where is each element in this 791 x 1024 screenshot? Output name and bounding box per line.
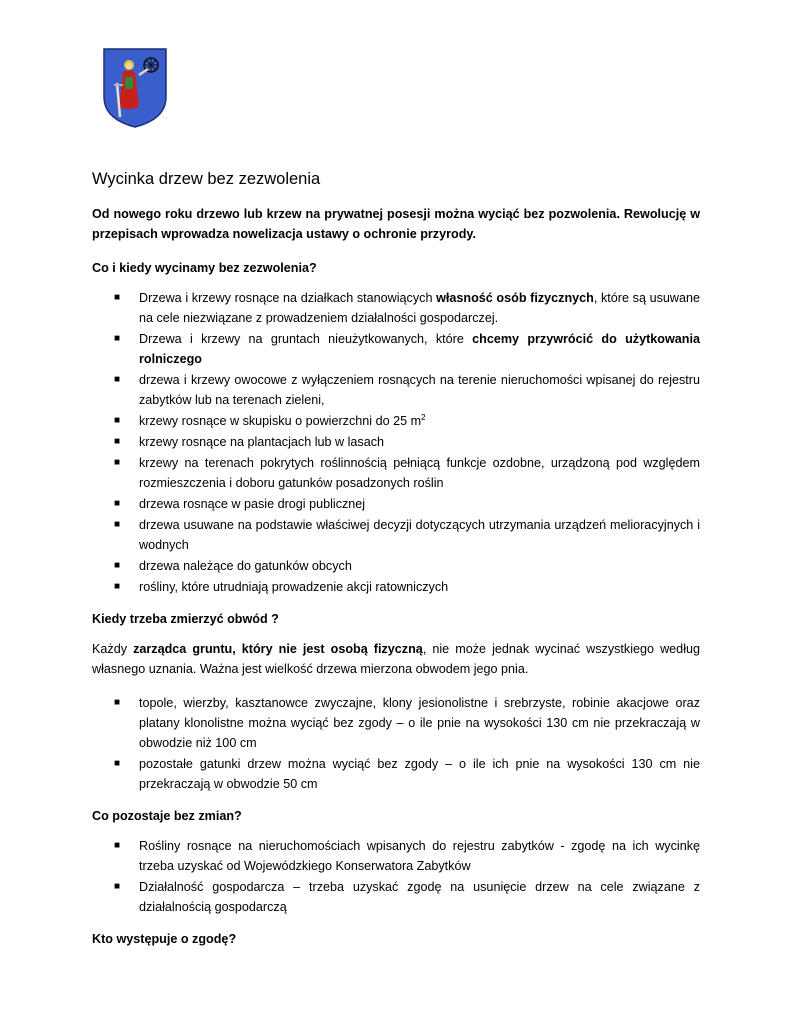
list-item: ■ drzewa należące do gatunków obcych bbox=[92, 556, 700, 576]
bullet-icon: ■ bbox=[114, 758, 121, 769]
section-heading-who: Kto występuje o zgodę? bbox=[92, 932, 237, 946]
bullet-icon: ■ bbox=[114, 333, 121, 344]
bullet-icon: ■ bbox=[114, 292, 121, 303]
bullet-icon: ■ bbox=[114, 560, 121, 571]
list-item: ■ Drzewa i krzewy na gruntach nieużytkowanych, które chcemy przywrócić do użytkowania rolniczego bbox=[92, 329, 700, 369]
bullet-icon: ■ bbox=[114, 519, 121, 530]
article bbox=[92, 168, 700, 959]
list-item: ■ drzewa rosnące w pasie drogi publicznej bbox=[92, 494, 700, 514]
list-item: ■ krzewy na terenach pokrytych roślinnością pełniącą funkcje ozdobne, urządzoną pod względem rozmieszczenia i doboru gatunków posadzonych roślin bbox=[92, 453, 700, 493]
list-item: ■ krzewy rosnące w skupisku o powierzchni do 25 $m^2$ bbox=[92, 411, 700, 431]
list-item: ■ krzewy rosnące na plantacjach lub w lasach bbox=[92, 432, 700, 452]
list-item: ■ Działalność gospodarcza – trzeba uzyskać zgodę na usunięcie drzew na cele związane z działalnością gospodarczą bbox=[92, 877, 700, 917]
list-item: ■ rośliny, które utrudniają prowadzenie akcji ratowniczych bbox=[92, 577, 700, 597]
list-item: ■ Drzewa i krzewy rosnące na działkach stanowiących własność osób fizycznych, które są usuwane na cele niezwiązane z prowadzeniem działalności gospodarczej. bbox=[92, 288, 700, 328]
bullet-icon: ■ bbox=[114, 697, 121, 708]
list-what bbox=[92, 288, 700, 597]
list-item: ■ pozostałe gatunki drzew można wyciąć bez zgody – o ile ich pnie na wysokości 130 cm nie przekraczają w obwodzie 50 cm bbox=[92, 754, 700, 794]
list-item: ■ Rośliny rosnące na nieruchomościach wpisanych do rejestru zabytków - zgodę na ich wycinkę trzeba uzyskać od Wojewódzkiego Konserwatora Zabytków bbox=[92, 836, 700, 876]
list-unchanged bbox=[92, 836, 700, 917]
lead-paragraph: Od nowego roku drzewo lub krzew na prywatnej posesji można wyciąć bez pozwolenia. Rewolucję w przepisach wprowadza nowelizacja ustawy o ochronie przyrody. bbox=[92, 207, 700, 241]
bullet-icon: ■ bbox=[114, 374, 121, 385]
list-item: ■ drzewa usuwane na podstawie właściwej decyzji dotyczących utrzymania urządzeń melioracyjnych i wodnych bbox=[92, 515, 700, 555]
bullet-icon: ■ bbox=[114, 881, 121, 892]
section-heading-unchanged: Co pozostaje bez zmian? bbox=[92, 809, 242, 823]
section-heading-circumference: Kiedy trzeba zmierzyć obwód ? bbox=[92, 612, 279, 626]
bullet-icon: ■ bbox=[114, 436, 121, 447]
section-heading-what: Co i kiedy wycinamy bez zezwolenia? bbox=[92, 261, 317, 275]
page-title: Wycinka drzew bez zezwolenia bbox=[92, 170, 321, 188]
bullet-icon: ■ bbox=[114, 415, 121, 426]
bullet-icon: ■ bbox=[114, 498, 121, 509]
bullet-icon: ■ bbox=[114, 457, 121, 468]
circumference-paragraph: Każdy zarządca gruntu, który nie jest osobą fizyczną, nie może jednak wycinać wszystkiego według własnego uznania. Ważna jest wielkość drzewa mierzona obwodem jego pnia. bbox=[92, 642, 700, 676]
bullet-icon: ■ bbox=[114, 581, 121, 592]
list-circumference bbox=[92, 693, 700, 794]
bullet-icon: ■ bbox=[114, 840, 121, 851]
list-item: ■ drzewa i krzewy owocowe z wyłączeniem rosnących na terenie nieruchomości wpisanej do rejestru zabytków lub na terenach zieleni, bbox=[92, 370, 700, 410]
coat-of-arms-icon bbox=[102, 47, 168, 129]
list-item: ■ topole, wierzby, kasztanowce zwyczajne, klony jesionolistne i srebrzyste, robinie akacjowe oraz platany klonolistne można wyciąć bez zgody – o ile pnie na wysokości 130 cm nie przekraczają w obwodzie niż 100 cm bbox=[92, 693, 700, 753]
